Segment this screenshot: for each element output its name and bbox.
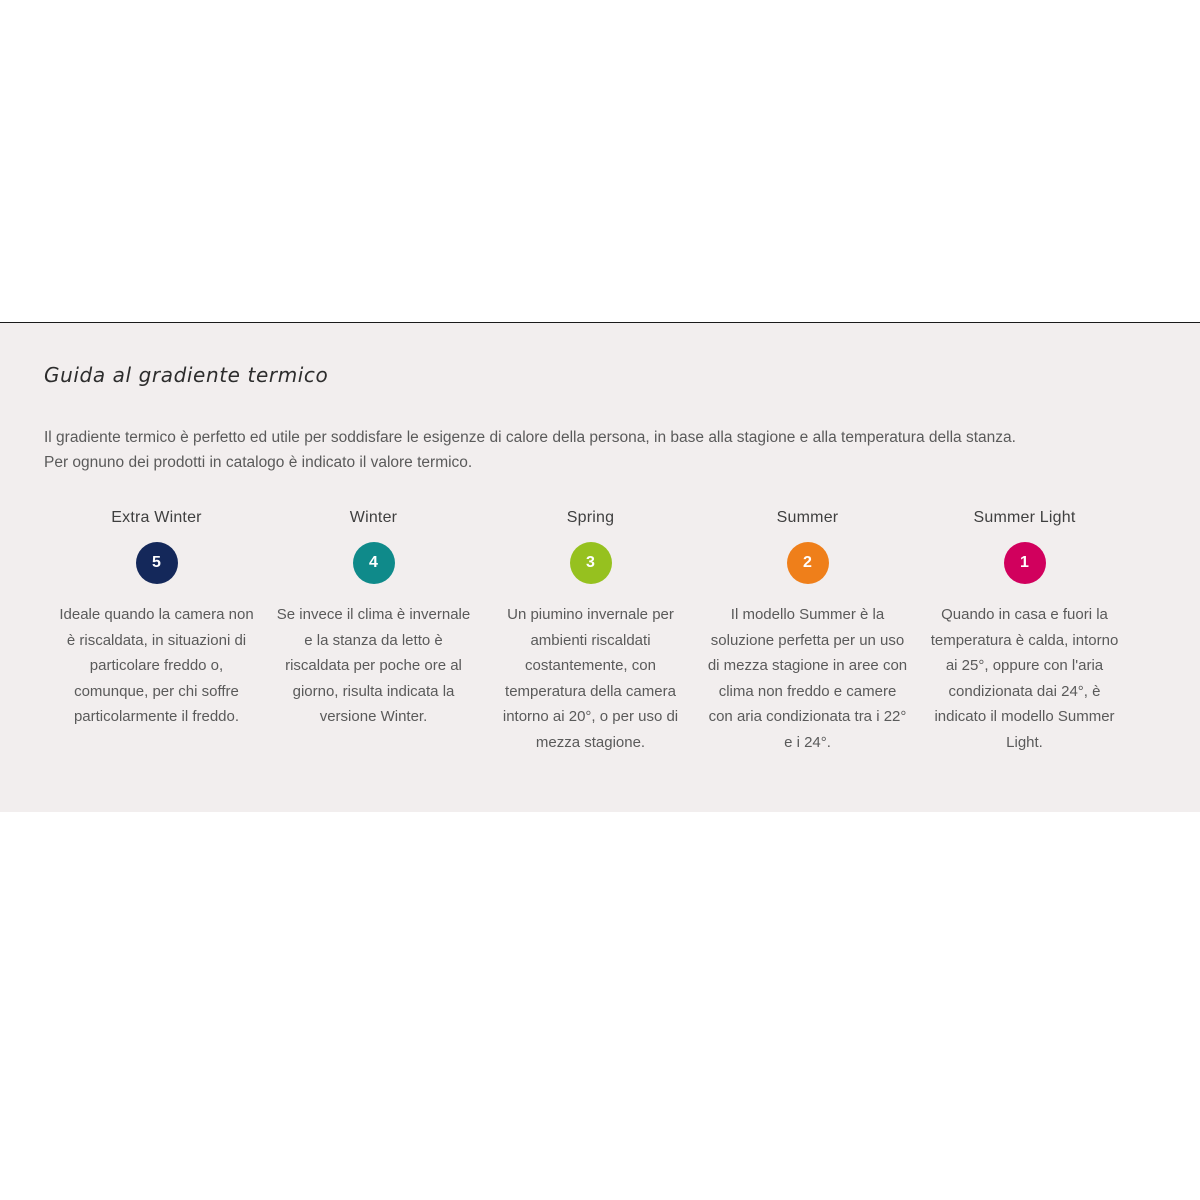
intro-line-2: Per ognuno dei prodotti in catalogo è indicato il valore termico.: [44, 454, 473, 471]
level-column-summer: [699, 509, 916, 755]
top-blank-area: [0, 0, 1200, 322]
level-description: Il modello Summer è la soluzione perfetta per un uso di mezza stagione in aree con clima non freddo e camere con aria condizionata tra i 22° e i 24°.: [707, 606, 908, 751]
level-column-extra-winter: [48, 509, 265, 755]
level-description: Se invece il clima è invernale e la stanza da letto è riscaldata per poche ore al giorno, risulta indicata la versione Winter.: [276, 606, 471, 725]
levels-grid: [44, 509, 1156, 755]
level-title: Winter: [349, 509, 398, 526]
level-badge: 3: [570, 542, 612, 584]
level-title: Summer: [776, 509, 839, 526]
intro-line-1: Il gradiente termico è perfetto ed utile per soddisfare le esigenze di calore della persona, in base alla stagione e alla temperatura della stanza.: [44, 429, 1016, 446]
level-badge: 2: [787, 542, 829, 584]
level-badge: 5: [136, 542, 178, 584]
panel-inner: [0, 323, 1200, 755]
level-column-spring: [482, 509, 699, 755]
page-title: Guida al gradiente termico: [44, 363, 329, 387]
level-title: Spring: [566, 509, 615, 526]
level-column-summer-light: [916, 509, 1133, 755]
level-title: Extra Winter: [111, 509, 202, 526]
level-description: Un piumino invernale per ambienti riscaldati costantemente, con temperatura della camera intorno ai 20°, o per uso di mezza stagione.: [502, 606, 679, 751]
level-column-winter: [265, 509, 482, 755]
level-badge: 4: [353, 542, 395, 584]
level-title: Summer Light: [973, 509, 1076, 526]
bottom-blank-area: [0, 812, 1200, 1200]
thermal-gradient-panel: [0, 322, 1200, 812]
level-description: Quando in casa e fuori la temperatura è calda, intorno ai 25°, oppure con l'aria condizionata dai 24°, è indicato il modello Summer Light.: [930, 606, 1119, 751]
level-badge: 1: [1004, 542, 1046, 584]
level-description: Ideale quando la camera non è riscaldata, in situazioni di particolare freddo o, comunque, per chi soffre particolarmente il freddo.: [59, 606, 254, 725]
intro-text: [44, 425, 1044, 475]
